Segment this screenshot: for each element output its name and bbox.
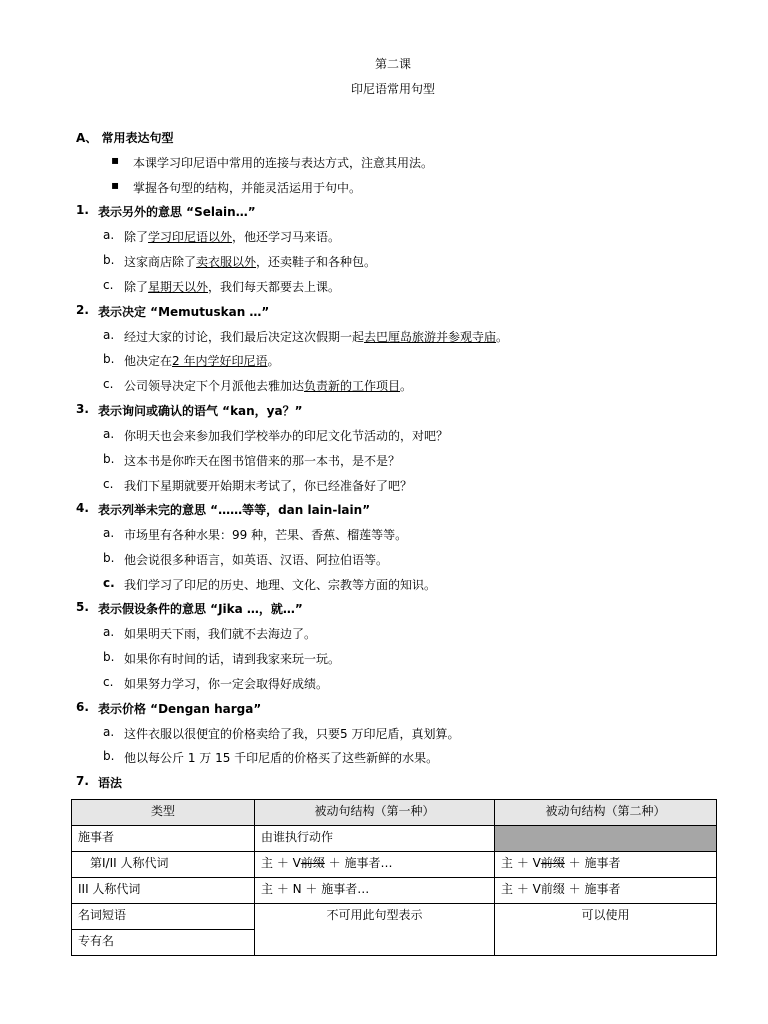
sub-item: 我们学习了印尼的历史、地理、文化、宗教等方面的知识。 <box>124 578 437 592</box>
table-cell: 第I/II 人称代词 <box>72 852 255 878</box>
table-cell: 主 ＋ V前缀 ＋ 施事者 <box>495 852 717 878</box>
table-header-cell: 被动句结构（第一种） <box>255 800 495 826</box>
item-number: 6. <box>76 700 89 714</box>
sub-marker: b. <box>103 352 115 366</box>
sub-item: 如果你有时间的话，请到我家来玩一玩。 <box>124 652 341 666</box>
item-title: 表示决定 “Memutuskan …” <box>98 305 270 319</box>
sub-marker: b. <box>103 551 115 565</box>
section-a-heading: A、 常用表达句型 <box>76 131 174 145</box>
sub-item: 如果明天下雨，我们就不去海边了。 <box>124 627 317 641</box>
bullet-icon: ▪ <box>111 178 120 192</box>
table-cell: 主 ＋ N ＋ 施事者… <box>255 878 495 904</box>
sub-marker: b. <box>103 452 115 466</box>
sub-marker: c. <box>103 477 114 491</box>
sub-marker: b. <box>103 749 115 763</box>
sub-marker: a. <box>103 328 115 342</box>
item-title: 表示列举未完的意思 “……等等，dan lain-lain” <box>98 503 371 517</box>
item-number: 2. <box>76 303 89 317</box>
table-cell: 主 ＋ V前缀 ＋ 施事者 <box>495 878 717 904</box>
item-title: 表示询问或确认的语气 “kan，ya？” <box>98 404 303 418</box>
sub-marker: a. <box>103 625 115 639</box>
sub-item: 他以每公斤 1 万 15 千印尼盾的价格买了这些新鲜的水果。 <box>124 751 439 765</box>
item-title: 表示另外的意思 “Selain…” <box>98 205 256 219</box>
grammar-table <box>71 799 717 956</box>
sub-marker: b. <box>103 650 115 664</box>
sub-marker: c. <box>103 576 115 590</box>
sub-item: 公司领导决定下个月派他去雅加达负责新的工作项目。 <box>124 379 413 393</box>
table-cell: 主 ＋ V前缀 ＋ 施事者… <box>255 852 495 878</box>
sub-marker: a. <box>103 725 115 739</box>
table-row <box>72 904 717 930</box>
sub-marker: a. <box>103 526 115 540</box>
item-title: 语法 <box>98 776 123 790</box>
table-header-cell: 被动句结构（第二种） <box>495 800 717 826</box>
table-cell-shaded <box>495 826 717 852</box>
sub-marker: c. <box>103 278 114 292</box>
doc-subtitle: 印尼语常用句型 <box>350 82 435 96</box>
sub-marker: a. <box>103 228 115 242</box>
sub-item: 这家商店除了卖衣服以外，还卖鞋子和各种包。 <box>124 255 377 269</box>
table-cell-merged: 不可用此句型表示 <box>255 904 495 956</box>
item-number: 1. <box>76 203 89 217</box>
sub-item: 你明天也会来参加我们学校举办的印尼文化节活动的，对吧？ <box>124 429 449 443</box>
bullet-icon: ▪ <box>111 153 120 167</box>
table-cell: 专有名 <box>72 930 255 956</box>
sub-item: 经过大家的讨论，我们最后决定这次假期一起去巴厘岛旅游并参观寺庙。 <box>124 330 509 344</box>
bullet-item: 掌握各句型的结构，并能灵活运用于句中。 <box>133 181 362 195</box>
sub-item: 这件衣服以很便宜的价格卖给了我，只要5 万印尼盾，真划算。 <box>124 727 460 741</box>
table-row <box>72 852 717 878</box>
item-title: 表示价格 “Dengan harga” <box>98 702 262 716</box>
table-cell: 由谁执行动作 <box>255 826 495 852</box>
table-cell: 名词短语 <box>72 904 255 930</box>
sub-item: 他决定在2 年内学好印尼语。 <box>124 354 280 368</box>
sub-item: 他会说很多种语言，如英语、汉语、阿拉伯语等。 <box>124 553 389 567</box>
table-cell: III 人称代词 <box>72 878 255 904</box>
sub-item: 市场里有各种水果：99 种，芒果、香蕉、榴莲等等。 <box>124 528 408 542</box>
table-row <box>72 826 717 852</box>
item-number: 7. <box>76 774 89 788</box>
item-number: 5. <box>76 600 89 614</box>
item-title: 表示假设条件的意思 “Jika …，就…” <box>98 602 303 616</box>
sub-item: 除了学习印尼语以外，他还学习马来语。 <box>124 230 341 244</box>
sub-item: 我们下星期就要开始期末考试了，你已经准备好了吧？ <box>124 479 413 493</box>
table-cell: 施事者 <box>72 826 255 852</box>
sub-marker: c. <box>103 675 114 689</box>
bullet-item: 本课学习印尼语中常用的连接与表达方式，注意其用法。 <box>133 156 434 170</box>
sub-marker: b. <box>103 253 115 267</box>
sub-item: 这本书是你昨天在图书馆借来的那一本书，是不是？ <box>124 454 401 468</box>
table-header-cell: 类型 <box>72 800 255 826</box>
sub-item: 如果努力学习，你一定会取得好成绩。 <box>124 677 329 691</box>
sub-marker: c. <box>103 377 114 391</box>
table-header-row <box>72 800 717 826</box>
sub-marker: a. <box>103 427 115 441</box>
sub-item: 除了星期天以外，我们每天都要去上课。 <box>124 280 341 294</box>
table-cell-merged: 可以使用 <box>495 904 717 956</box>
item-number: 3. <box>76 402 89 416</box>
doc-title: 第二课 <box>374 57 411 71</box>
item-number: 4. <box>76 501 89 515</box>
table-row <box>72 878 717 904</box>
